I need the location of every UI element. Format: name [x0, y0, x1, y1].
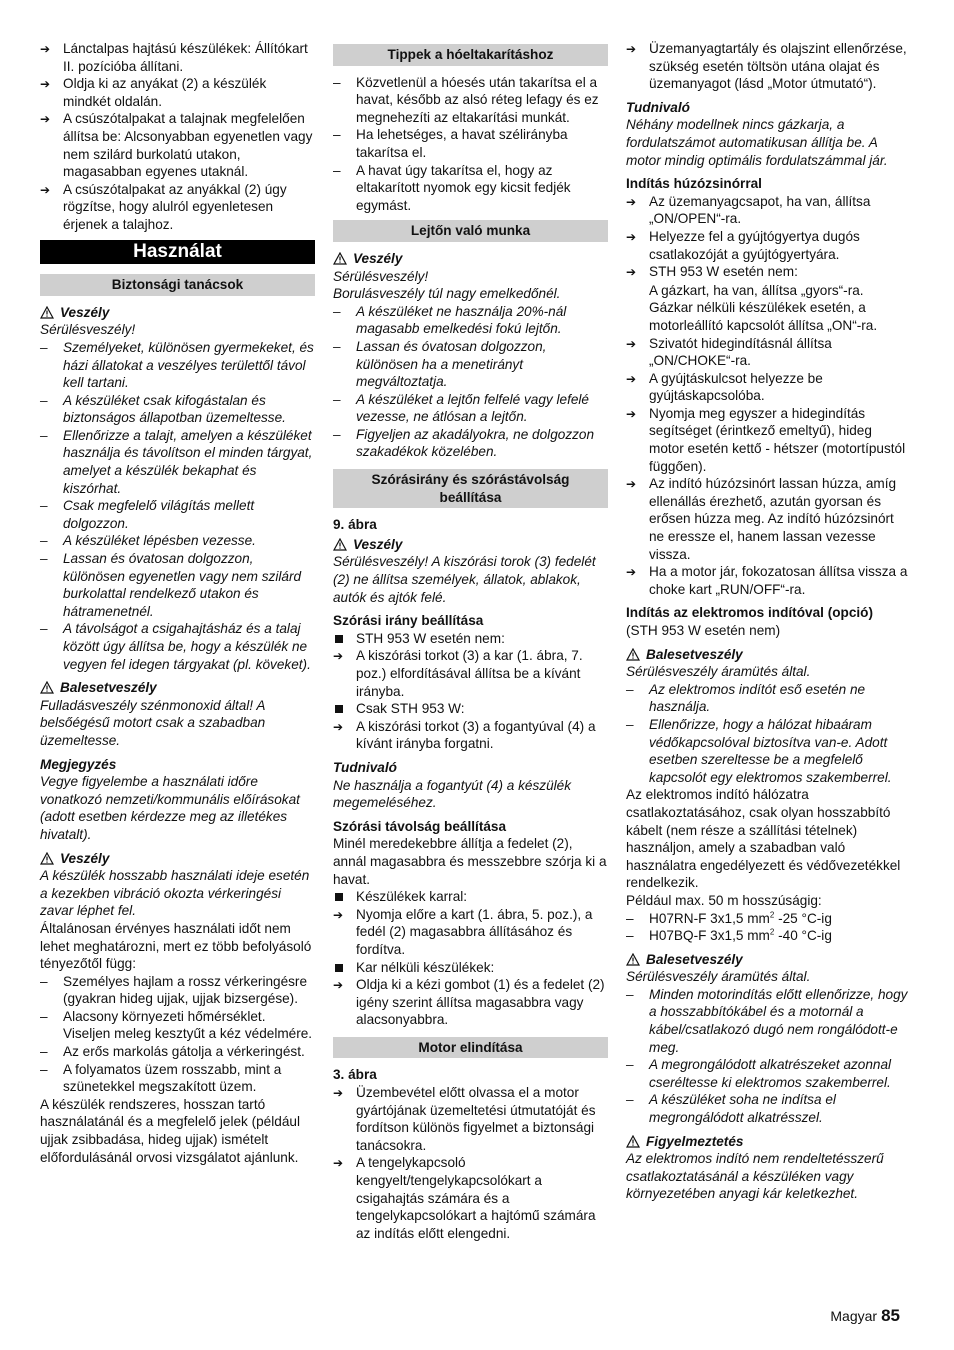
- list-item: Kar nélküli készülékek:: [333, 959, 608, 977]
- arrow-right-icon: [626, 40, 649, 59]
- list-item: – H07BQ-F 3x1,5 $mm^2$ -40 °C-ig: [626, 927, 832, 944]
- list-item: ➔ A tengelykapcsoló kengyelt/tengelykapcsolókart a csigahajtás számára és a tengelykapcsolókart a hajtómű számára az indítás előtt elengedni.: [333, 1154, 608, 1242]
- section-heading: Lejtőn való munka: [333, 220, 608, 242]
- arrow-right-icon: [626, 370, 649, 389]
- warning-heading: Veszély: [40, 850, 315, 868]
- list-item: ➔ Ha a motor jár, fokozatosan állítsa vissza a choke kart „RUN/OFF“-ra.: [626, 563, 908, 598]
- arrow-right-icon: [40, 110, 63, 129]
- list-item: – A folyamatos üzem rosszabb, mint a szünetekkel megszakított üzem.: [40, 1061, 282, 1095]
- arrow-right-icon: [40, 40, 63, 59]
- list-item: – Lassan és óvatosan dolgozzon, különösen ha a menetirányt megváltoztatja.: [333, 338, 547, 390]
- list-item: – Ha lehetséges, a havat szélirányba takarítsa el.: [333, 127, 568, 160]
- figure-ref: 3. ábra: [333, 1067, 377, 1083]
- list-item: ➔ Üzemanyagtartály és olajszint ellenőrzése, szükség esetén töltsön utána olajat és üzemanyagot (lásd „Motor útmutató“).: [626, 40, 908, 93]
- note-text: Ne használja a fogantyút (4) a készülék megemeléséhez.: [333, 777, 572, 811]
- square-bullet-icon: [335, 705, 343, 713]
- square-bullet-icon: [335, 964, 343, 972]
- list-item: – Alacsony környezeti hőmérséklet. Viseljen meleg kesztyűt a kéz védelmére.: [40, 1008, 313, 1042]
- list-item: – A készüléket a lejtőn felfelé vagy lefelé vezesse, ne átlósan a lejtőn.: [333, 391, 589, 425]
- page-footer: [830, 1307, 900, 1326]
- list-item: – Az elektromos indítót eső esetén ne használja.: [626, 681, 866, 715]
- arrow-right-icon: [626, 405, 649, 424]
- warning-triangle-icon: [40, 306, 54, 319]
- warning-triangle-icon: [626, 953, 640, 966]
- paragraph: Minél meredekebbre állítja a fedelet (2), annál magasabbra és messzebbre szórja ki a havat.: [333, 836, 607, 887]
- warning-triangle-icon: [40, 852, 54, 865]
- list-item: ➔ Az indító húzózsinórt lassan húzza, amíg ellenállás érezhető, azután gyorsan és erősen húzza meg. Az indító húzózsinórt ne eressze el, hanem lassan vezesse vissza.: [626, 475, 908, 563]
- arrow-right-icon: [626, 193, 649, 212]
- warning-heading: Balesetveszély: [40, 679, 315, 697]
- section-heading: Szórásirány és szórástávolság beállítása: [333, 469, 608, 508]
- note-heading: Tudnivaló: [333, 759, 397, 775]
- list-item: ➔ Nyomja meg egyszer a hidegindítás segítséget (érintkező emeltyű), hideg motor esetén kettő - hétszer (motortípustól függően).: [626, 405, 908, 475]
- list-item: ➔ A csúszótalpakat a talajnak megfelelően állítsa be: Alcsonyabban egyenetlen vagy nem szilárd burkolatú utakon, magasabban egyenes utaknál.: [40, 110, 315, 180]
- column-left: [40, 40, 315, 1166]
- square-bullet-icon: [335, 893, 343, 901]
- footer-language: Magyar: [830, 1308, 878, 1324]
- square-bullet-icon: [335, 635, 343, 643]
- subheading: Indítás az elektromos indítóval (opció): [626, 605, 873, 621]
- warning-text: Sérülésveszély! A kiszórási torok (3) fedelét (2) ne állítsa személyek, állatok, ablakok, autók és ajtók felé.: [333, 554, 596, 605]
- warning-heading: Veszély: [333, 250, 608, 268]
- subheading: Indítás húzózsinórral: [626, 176, 762, 192]
- warning-heading: Veszély: [333, 536, 608, 554]
- warning-heading: Balesetveszély: [626, 646, 908, 664]
- list-item: – A havat úgy takarítsa el, hogy az eltakarított nyomok egy kicsit fedjék egymást.: [333, 162, 571, 213]
- warning-heading: Balesetveszély: [626, 951, 908, 969]
- warning-triangle-icon: [333, 538, 347, 551]
- caution-heading: Figyelmeztetés: [626, 1133, 908, 1151]
- arrow-right-icon: [40, 181, 63, 200]
- arrow-right-icon: [626, 563, 649, 582]
- warning-triangle-icon: [40, 681, 54, 694]
- paragraph: (STH 953 W esetén nem): [626, 623, 781, 638]
- paragraph: A készülék rendszeres, hosszan tartó használatánál és a megfelelő jelek (például ujjak zsibbadása, hideg ujjak) ismételt előfordulásánál orvosi vizsgálatot ajánlunk.: [40, 1096, 300, 1165]
- list-item: STH 953 W esetén nem:: [333, 630, 608, 648]
- list-item: – Lassan és óvatosan dolgozzon, különösen egyenetlen vagy nem szilárd burkolattal rendelkező utakon és hátramenetnél.: [40, 551, 302, 619]
- paragraph: Például max. 50 m hosszúságig:: [626, 892, 822, 908]
- paragraph: Általánosan érvényes használati időt nem lehet meghatározni, mert ez több befolyásoló tényezőtől függ:: [40, 920, 312, 972]
- list-item: ➔ Helyezze fel a gyújtógyertya dugós csatlakozóját a gyújtógyertyára.: [626, 228, 908, 263]
- list-item: ➔ A csúszótalpakat az anyákkal (2) úgy rögzítse, hogy alulról egyenletesen érjenek a talajhoz.: [40, 181, 315, 234]
- list-item: Csak STH 953 W:: [333, 700, 608, 718]
- list-item: ➔ Az üzemanyagcsapot, ha van, állítsa „ON/OPEN“-ra.: [626, 193, 908, 228]
- arrow-right-icon: [40, 75, 63, 94]
- list-item: – A készüléket lépésben vezesse.: [40, 533, 256, 549]
- warning-text: Borulásveszély túl nagy emelkedőnél.: [333, 286, 561, 302]
- list-item: – Az erős markolás gátolja a vérkeringést.: [40, 1044, 305, 1060]
- warning-triangle-icon: [626, 648, 640, 661]
- list-item: – A megrongálódott alkatrészeket azonnal cseréltesse ki elektromos szakemberrel.: [626, 1057, 892, 1090]
- list-item: Készülékek karral:: [333, 888, 608, 906]
- page-number: 85: [881, 1306, 900, 1325]
- main-heading: Használat: [40, 240, 315, 265]
- note-heading: Megjegyzés: [40, 756, 117, 772]
- note-text: Vegye figyelembe a használati időre vonatkozó nemzeti/kommunális előírásokat (adott esetben kérdezze meg az illetékes hivatalt).: [40, 774, 300, 842]
- paragraph: Az elektromos indító hálózatra csatlakoztatásához, csak olyan hosszabbító kábelt (nem része a szállítási tételnek) használjon, amely a szabadban való használatra engedélyezett és védővezetékkel rendelkezik.: [626, 787, 901, 891]
- list-item: ➔ Szivatót hidegindításnál állítsa „ON/CHOKE“-ra.: [626, 335, 908, 370]
- column-middle: [333, 40, 608, 1242]
- warning-triangle-icon: [333, 252, 347, 265]
- arrow-right-icon: [626, 475, 649, 494]
- list-item: ➔ Oldja ki az anyákat (2) a készülék mindkét oldalán.: [40, 75, 315, 110]
- list-item: – A távolságot a csigahajtásház és a talaj között úgy állítsa be, hogy a készülék ne vegyen fel idegen tárgyakat (pl. köveket).: [40, 621, 311, 672]
- list-item: ➔ A gyújtáskulcsot helyezze be gyújtáskapcsolóba.: [626, 370, 908, 405]
- list-item: ➔ Oldja ki a kézi gombot (1) és a fedelet (2) igény szerint állítsa magasabbra vagy alacsonyabbra.: [333, 976, 608, 1029]
- list-item: – Ellenőrizze, hogy a hálózat hibaáram védőkapcsolóval biztosítva van-e. Adott esetben szereltesse be a megfelelő kapcsolót egy elektromos szakemberrel.: [626, 716, 892, 785]
- warning-triangle-icon: [626, 1135, 640, 1148]
- list-item: – Figyeljen az akadályokra, ne dolgozzon szakadékok közelében.: [333, 426, 595, 460]
- warning-subtitle: Sérülésveszély!: [40, 322, 136, 338]
- list-item: ➔ STH 953 W esetén nem:: [626, 263, 908, 282]
- list-item: – Minden motorindítás előtt ellenőrizze, hogy a hosszabbítókábel és a motornál a kábel/csatlakozó dugó nem rongálódott-e meg.: [626, 986, 908, 1055]
- section-heading: Tippek a hóeltakarításhoz: [333, 44, 608, 66]
- arrow-right-icon: [333, 647, 356, 666]
- list-item: – A készüléket ne használja 20%-nál magasabb emelkedési fokú lejtőn.: [333, 303, 567, 337]
- warning-text: Fulladásveszély szénmonoxid által! A belsőégésű motort csak a szabadban üzemeltesse.: [40, 697, 266, 748]
- list-item: ➔ A kiszórási torkot (3) a kar (1. ábra, 7. poz.) elfordításával állítsa be a kívánt irányba.: [333, 647, 608, 700]
- section-heading: Motor elindítása: [333, 1037, 608, 1059]
- warning-text: Sérülésveszély áramütés által.: [626, 664, 811, 680]
- list-item: ➔ Nyomja előre a kart (1. ábra, 5. poz.), a fedél (2) magasabbra állításához és fordítva.: [333, 906, 608, 959]
- list-item: – Ellenőrizze a talajt, amelyen a készüléket használja és távolítson el minden tárgyat, amelyet a készülék bekaphat és kiszórhat.: [40, 427, 313, 496]
- subheading: Szórási távolság beállítása: [333, 818, 507, 834]
- section-heading: Biztonsági tanácsok: [40, 274, 315, 296]
- arrow-right-icon: [626, 263, 649, 282]
- list-item: ➔ Lánctalpas hajtású készülékek: Állítókart II. pozícióba állítani.: [40, 40, 315, 75]
- warning-text: Sérülésveszély áramütés által.: [626, 969, 811, 985]
- list-item: – A készüléket soha ne indítsa el megrongálódott alkatrésszel.: [626, 1092, 836, 1126]
- arrow-right-icon: [626, 335, 649, 354]
- column-right: [626, 40, 908, 1203]
- arrow-right-icon: [333, 906, 356, 925]
- list-item: – A készüléket csak kifogástalan és biztonságos állapotban üzemeltesse.: [40, 392, 286, 426]
- arrow-right-icon: [626, 228, 649, 247]
- subheading: Szórási irány beállítása: [333, 613, 484, 629]
- arrow-right-icon: [333, 976, 356, 995]
- warning-text: A készülék hosszabb használati ideje esetén a kezekben vibráció okozta vérkeringési zavar léphet fel.: [40, 868, 310, 919]
- list-item: – Közvetlenül a hóesés után takarítsa el a havat, később az alsó réteg lefagy és ez megnehezíti az eltakarítási munkát.: [333, 74, 599, 125]
- list-item: A gázkart, ha van, állítsa „gyors“-ra. Gázkar nélküli készülékek esetén, a motorleállító kapcsolót állítsa „ON“-ra.: [649, 282, 878, 333]
- note-heading: Tudnivaló: [626, 99, 690, 115]
- warning-heading: Veszély: [40, 304, 315, 322]
- list-item: ➔ Üzembevétel előtt olvassa el a motor gyártójának üzemeltetési útmutatóját és fordítson különös figyelmet a biztonsági tanácsokra.: [333, 1084, 608, 1154]
- list-item: – Személyes hajlam a rossz vérkeringésre (gyakran hideg ujjak, ujjak bizsergése).: [40, 973, 308, 1007]
- arrow-right-icon: [333, 1084, 356, 1103]
- list-item: ➔ A kiszórási torkot (3) a fogantyúval (4) a kívánt irányba forgatni.: [333, 718, 608, 753]
- list-item: – Csak megfelelő világítás mellett dolgozzon.: [40, 498, 255, 531]
- warning-text: Sérülésveszély!: [333, 268, 429, 284]
- arrow-right-icon: [333, 718, 356, 737]
- list-item: – H07RN-F 3x1,5 $mm^2$ -25 °C-ig: [626, 909, 832, 926]
- arrow-right-icon: [333, 1154, 356, 1173]
- note-text: Néhány modellnek nincs gázkarja, a fordulatszámot automatikusan állítja be. A motor mindig optimális fordulatszámmal jár.: [626, 117, 888, 168]
- list-item: – Személyeket, különösen gyermekeket, és házi állatokat a veszélyes területtől távol kell tartani.: [40, 339, 314, 391]
- caution-text: Az elektromos indító nem rendeltetésszerű csatlakoztatásánál a készüléken vagy környezetében anyagi kár keletkezhet.: [626, 1151, 884, 1202]
- figure-ref: 9. ábra: [333, 517, 377, 533]
